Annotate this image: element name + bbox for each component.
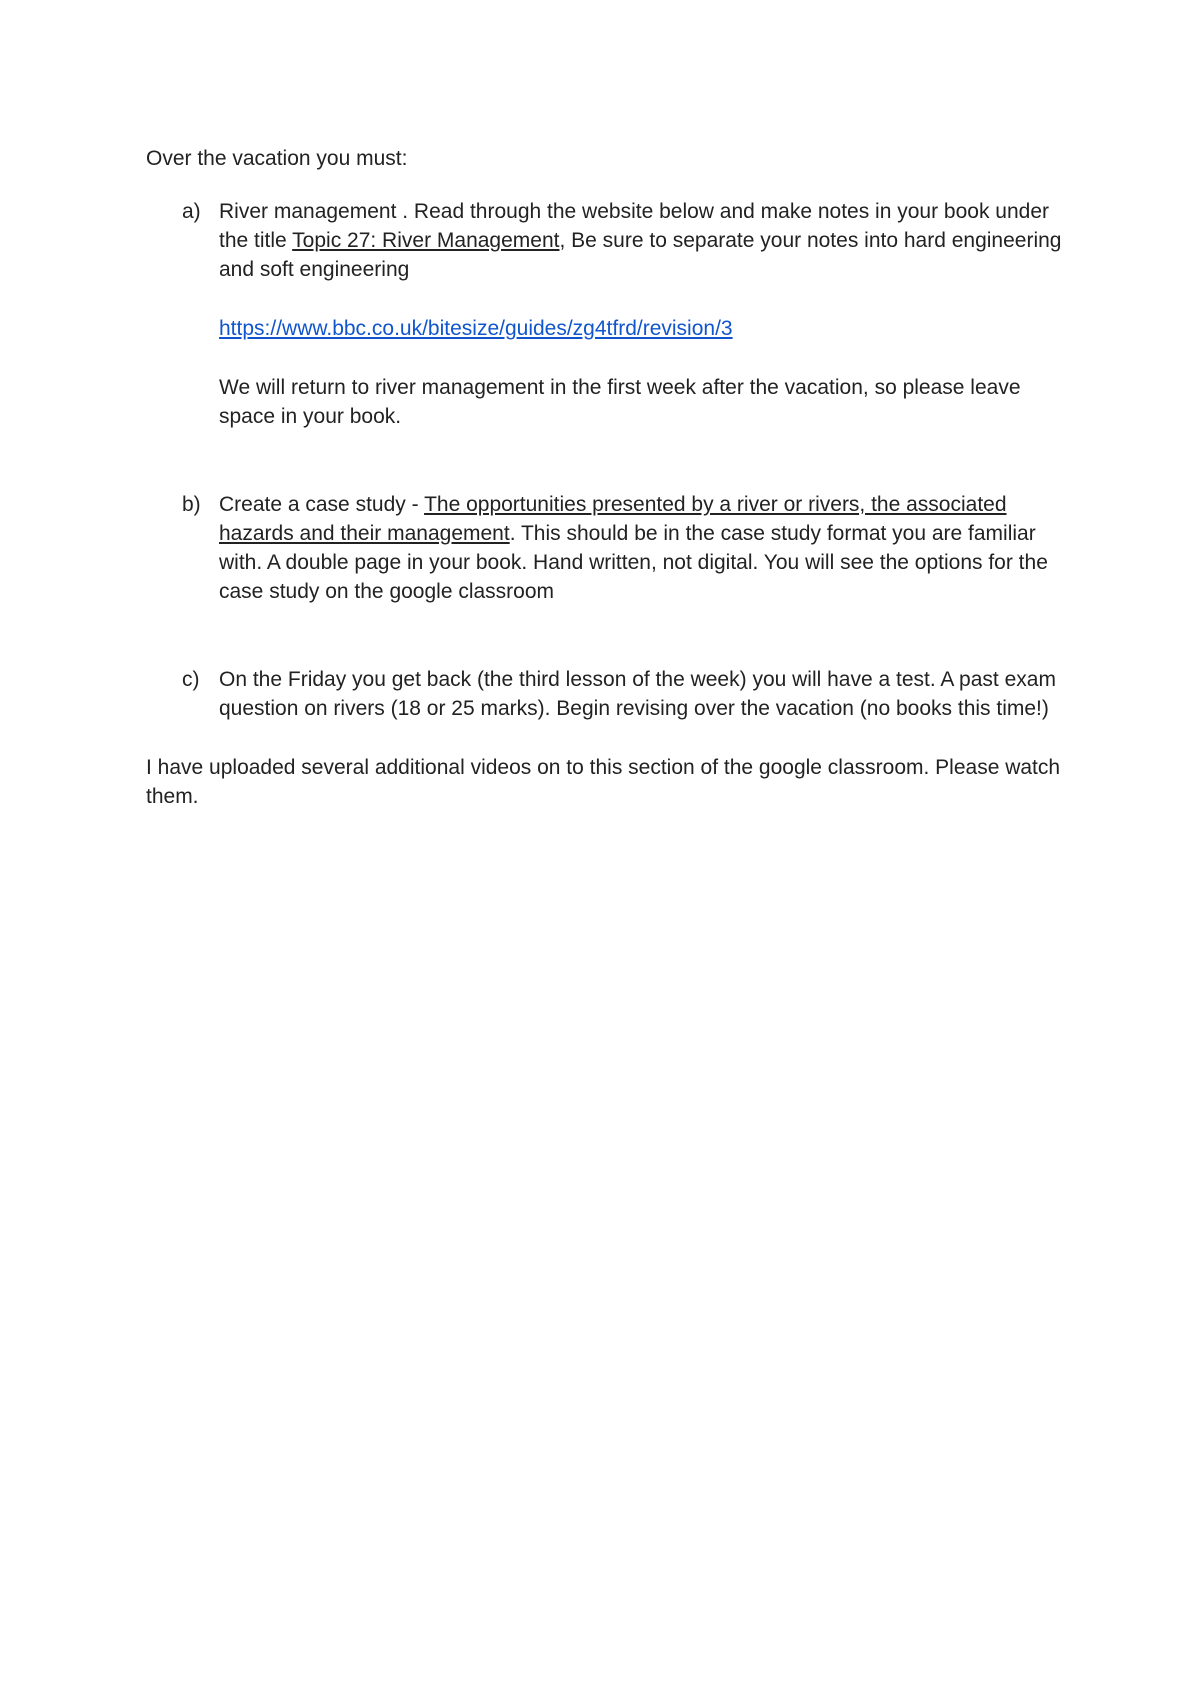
item-b-paragraph — [219, 490, 1066, 606]
list-item-c — [146, 665, 1066, 723]
item-a-title: River management — [219, 200, 397, 223]
outro-text: I have uploaded several additional videos on to this section of the google classroom. Please watch them. — [146, 756, 1061, 808]
item-a-paragraph — [219, 197, 1066, 284]
list-item-a — [146, 197, 1066, 431]
case-study-topic: The opportunities presented by a river or rivers, the associated hazards and their management — [219, 493, 1007, 545]
list-marker-b: b) — [182, 493, 201, 516]
item-a-note: We will return to river management in the first week after the vacation, so please leave space in your book. — [219, 376, 1021, 428]
item-a-text-2: , Be sure to separate your notes into hard engineering and soft engineering — [219, 229, 1062, 281]
document-body — [146, 144, 1066, 811]
item-b-text-2: . This should be in the case study format you are familiar with. A double page in your book. Hand written, not digital. You will see the options for the case study on the google classroom — [219, 522, 1048, 603]
list-marker-c: c) — [182, 668, 200, 691]
topic-heading: Topic 27: River Management — [292, 229, 560, 252]
item-b-text-1: Create a case study - — [219, 493, 425, 516]
item-a-link-paragraph — [219, 314, 1066, 343]
list-marker-a: a) — [182, 200, 201, 223]
intro-text: Over the vacation you must: — [146, 147, 408, 170]
spacer — [219, 284, 1066, 314]
list-item-b — [146, 490, 1066, 606]
item-c-paragraph: On the Friday you get back (the third lesson of the week) you will have a test. A past exam question on rivers (18 or 25 marks). Begin revising over the vacation (no books this time!) — [219, 668, 1056, 720]
item-a-text-1: . Read through the website below and make notes in your book under the title — [219, 200, 1050, 252]
bbc-bitesize-link[interactable]: https://www.bbc.co.uk/bitesize/guides/zg4tfrd/revision/3 — [219, 317, 733, 340]
spacer — [219, 343, 1066, 373]
